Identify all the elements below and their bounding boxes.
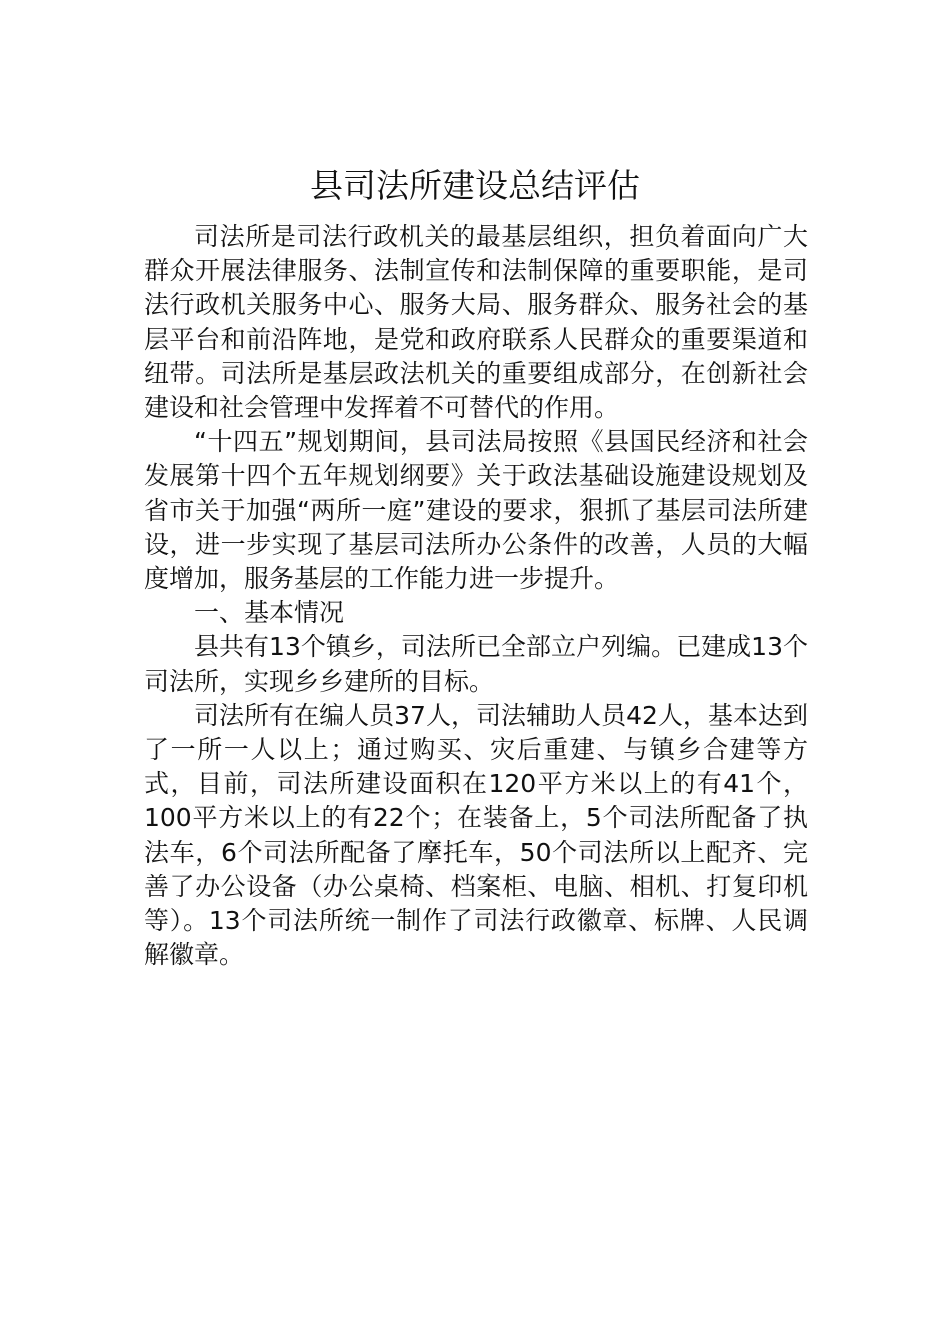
paragraph-staff-facilities: 司法所有在编人员37人，司法辅助人员42人，基本达到了一所一人以上；通过购买、灾后重建、与镇乡合建等方式，目前，司法所建设面积在120平方米以上的有41个，100平方米以上的有22个；在装备上，5个司法所配备了执法车，6个司法所配备了摩托车，50个司法所以上配齐、完善了办公设备（办公桌椅、档案柜、电脑、相机、打复印机等）。13个司法所统一制作了司法行政徽章、标牌、人民调解徽章。 [144, 700, 808, 970]
section-heading-basic-situation: 一、基本情况 [194, 598, 345, 628]
document-title: 县司法所建设总结评估 [310, 166, 640, 205]
paragraph-plan: “十四五”规划期间，县司法局按照《县国民经济和社会发展第十四个五年规划纲要》关于政法基础设施建设规划及省市关于加强“两所一庭”建设的要求，狠抓了基层司法所建设，进一步实现了基层司法所办公条件的改善，人员的大幅度增加，服务基层的工作能力进一步提升。 [144, 427, 808, 594]
paragraph-intro: 司法所是司法行政机关的最基层组织，担负着面向广大群众开展法律服务、法制宣传和法制保障的重要职能，是司法行政机关服务中心、服务大局、服务群众、服务社会的基层平台和前沿阵地，是党和政府联系人民群众的重要渠道和纽带。司法所是基层政法机关的重要组成部分，在创新社会建设和社会管理中发挥着不可替代的作用。 [144, 222, 808, 423]
document-body [144, 220, 808, 972]
paragraph-towns: 县共有13个镇乡，司法所已全部立户列编。已建成13个司法所，实现乡乡建所的目标。 [144, 632, 808, 696]
